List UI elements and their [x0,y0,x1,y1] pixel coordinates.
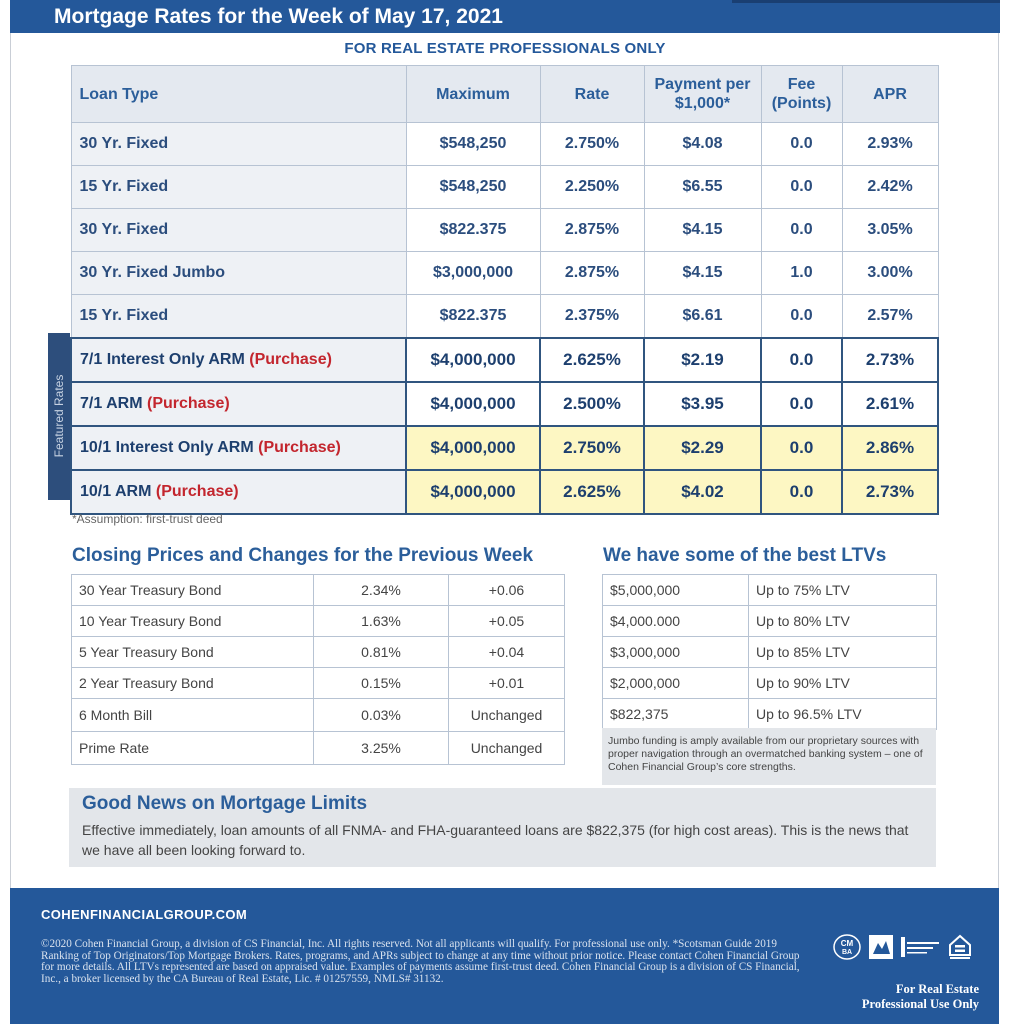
table-row [72,732,565,765]
professional-use-notice [809,982,979,1012]
title-accent [732,0,1000,3]
rate-cell: 2.625% [540,338,644,382]
col-header-loan-type: Loan Type [71,66,406,123]
weekly-change: +0.05 [449,606,565,637]
instrument-name: 10 Year Treasury Bond [72,606,314,637]
assumption-note: *Assumption: first-trust deed [72,512,223,526]
loan-type-cell [71,470,406,514]
ltv-value: Up to 75% LTV [749,575,937,606]
instrument-name: 5 Year Treasury Bond [72,637,314,668]
equal-housing-lender-icon [946,933,974,961]
loan-type-cell: 15 Yr. Fixed [71,295,406,338]
page-border-right [998,33,999,888]
apr-cell: 2.73% [842,470,938,514]
rate-cell: 2.750% [540,426,644,470]
loan-type-label: 10/1 ARM [80,482,152,500]
closing-price: 1.63% [314,606,449,637]
purchase-tag: (Purchase) [258,438,341,456]
table-row [603,637,937,668]
weekly-change: +0.06 [449,575,565,606]
fee-cell: 0.0 [761,166,842,209]
apr-cell: 2.61% [842,382,938,426]
payment-cell: $3.95 [644,382,761,426]
table-row [72,637,565,668]
apr-cell: 2.93% [842,123,938,166]
weekly-change: Unchanged [449,699,565,732]
payment-cell: $4.15 [644,209,761,252]
ltv-title: We have some of the best LTVs [603,545,887,566]
fee-cell: 0.0 [761,123,842,166]
audience-subtitle: FOR REAL ESTATE PROFESSIONALS ONLY [344,40,666,57]
featured-rate-row [71,426,938,470]
loan-amount: $822,375 [603,699,749,730]
closing-prices-table [71,574,565,765]
page-border-left [10,33,11,888]
maximum-cell: $548,250 [406,123,540,166]
closing-price: 0.81% [314,637,449,668]
legal-disclaimer: ©2020 Cohen Financial Group, a division of CS Financial, Inc. All rights reserved. Not all applicants will qualify. For professional use only. *Scotsman Guide 2019 Ranking of Top Originators/Top Mortgage Brokers. Rates, programs, and APRs subject to change at any time without prior notice. Please contact Cohen Financial Group for more details. All LTVs represented are based on appraised value. Examples of payments assume first-trust deed. Cohen Financial Group is a division of CS Financial, Inc., a broker licensed by the CA Bureau of Real Estate, Lic. # 01257559, NMLS# 31132. [41,938,800,986]
col-header-maximum: Maximum [406,66,540,123]
col-header-apr: APR [842,66,938,123]
footer [10,888,999,1024]
payment-cell: $4.02 [644,470,761,514]
maximum-cell: $4,000,000 [406,426,540,470]
maximum-cell: $4,000,000 [406,382,540,426]
website-link[interactable]: COHENFINANCIALGROUP.COM [41,907,248,922]
apr-cell: 2.86% [842,426,938,470]
loan-type-cell [71,382,406,426]
col-header-rate: Rate [540,66,644,123]
featured-rate-row [71,338,938,382]
rate-cell: 2.875% [540,209,644,252]
col-header-fee: Fee (Points) [761,66,842,123]
featured-rates-tab [48,333,70,500]
loan-type-cell: 15 Yr. Fixed [71,166,406,209]
rate-row [71,166,938,209]
closing-price: 0.15% [314,668,449,699]
table-row [72,668,565,699]
loan-type-cell: 30 Yr. Fixed [71,123,406,166]
closing-price: 2.34% [314,575,449,606]
svg-text:BA: BA [841,949,853,956]
rate-cell: 2.500% [540,382,644,426]
purchase-tag: (Purchase) [146,394,230,412]
instrument-name: 6 Month Bill [72,699,314,732]
loan-type-cell [71,338,406,382]
fee-cell: 0.0 [761,295,842,338]
purchase-tag: (Purchase) [249,350,332,368]
page-title: Mortgage Rates for the Week of May 17, 2021 [54,4,503,28]
use-line-2: Professional Use Only [861,997,979,1011]
rate-cell: 2.250% [540,166,644,209]
apr-cell: 2.73% [842,338,938,382]
state-seal-icon [868,934,894,960]
apr-cell: 3.05% [842,209,938,252]
loan-type-cell [71,426,406,470]
closing-price: 3.25% [314,732,449,765]
svg-text:CM: CM [840,939,854,948]
jumbo-funding-note: Jumbo funding is amply available from our proprietary sources with proper navigation through an overmatched banking system – one of Cohen Financial Group’s core strengths. [602,728,936,785]
loan-type-cell: 30 Yr. Fixed [71,209,406,252]
maximum-cell: $822.375 [406,295,540,338]
maximum-cell: $4,000,000 [406,470,540,514]
table-row [72,699,565,732]
loan-amount: $4,000.000 [603,606,749,637]
good-news-panel [69,788,936,867]
ltv-value: Up to 85% LTV [749,637,937,668]
good-news-body: Effective immediately, loan amounts of all FNMA- and FHA-guaranteed loans are $822,375 (for high cost areas). This is the news that we have all been looking forward to. [82,822,909,858]
payment-cell: $2.19 [644,338,761,382]
fee-cell: 0.0 [761,382,842,426]
mortgage-rates-table [70,65,939,515]
payment-cell: $6.55 [644,166,761,209]
affiliation-logos [832,933,974,961]
featured-rate-row [71,382,938,426]
rate-cell: 2.750% [540,123,644,166]
loan-amount: $5,000,000 [603,575,749,606]
closing-price: 0.03% [314,699,449,732]
payment-cell: $2.29 [644,426,761,470]
weekly-change: +0.04 [449,637,565,668]
maximum-cell: $822.375 [406,209,540,252]
loan-type-label: 7/1 Interest Only ARM [80,350,245,368]
table-row [72,575,565,606]
table-row [603,699,937,730]
instrument-name: Prime Rate [72,732,314,765]
purchase-tag: (Purchase) [155,482,239,500]
table-row [603,575,937,606]
rate-cell: 2.875% [540,252,644,295]
rate-cell: 2.375% [540,295,644,338]
loan-type-cell: 30 Yr. Fixed Jumbo [71,252,406,295]
loan-type-label: 7/1 ARM [80,394,143,412]
ltv-table [602,574,937,730]
maximum-cell: $548,250 [406,166,540,209]
rates-header-row [71,66,938,123]
table-row [72,606,565,637]
fee-cell: 0.0 [761,426,842,470]
fee-cell: 0.0 [761,338,842,382]
rate-row [71,252,938,295]
rate-cell: 2.625% [540,470,644,514]
instrument-name: 2 Year Treasury Bond [72,668,314,699]
rate-row [71,209,938,252]
loan-type-label: 10/1 Interest Only ARM [80,438,254,456]
ltv-value: Up to 90% LTV [749,668,937,699]
use-line-1: For Real Estate [895,982,979,996]
weekly-change: Unchanged [449,732,565,765]
table-row [603,668,937,699]
fee-cell: 1.0 [761,252,842,295]
apr-cell: 3.00% [842,252,938,295]
fee-cell: 0.0 [761,209,842,252]
loan-amount: $2,000,000 [603,668,749,699]
instrument-name: 30 Year Treasury Bond [72,575,314,606]
cmba-logo-icon [832,933,862,961]
payment-cell: $4.08 [644,123,761,166]
rate-row [71,123,938,166]
featured-rate-row [71,470,938,514]
rate-row [71,295,938,338]
maximum-cell: $4,000,000 [406,338,540,382]
fee-cell: 0.0 [761,470,842,514]
closing-prices-title: Closing Prices and Changes for the Previous Week [72,545,534,566]
title-bar [10,0,1000,33]
apr-cell: 2.42% [842,166,938,209]
col-header-payment: Payment per $1,000* [644,66,761,123]
loan-amount: $3,000,000 [603,637,749,668]
payment-cell: $4.15 [644,252,761,295]
table-row [603,606,937,637]
ltv-value: Up to 80% LTV [749,606,937,637]
good-news-title: Good News on Mortgage Limits [82,793,368,814]
weekly-change: +0.01 [449,668,565,699]
mortgage-bankers-logo-icon [900,934,940,960]
payment-cell: $6.61 [644,295,761,338]
ltv-value: Up to 96.5% LTV [749,699,937,730]
apr-cell: 2.57% [842,295,938,338]
featured-rates-label: Featured Rates [52,374,66,458]
maximum-cell: $3,000,000 [406,252,540,295]
